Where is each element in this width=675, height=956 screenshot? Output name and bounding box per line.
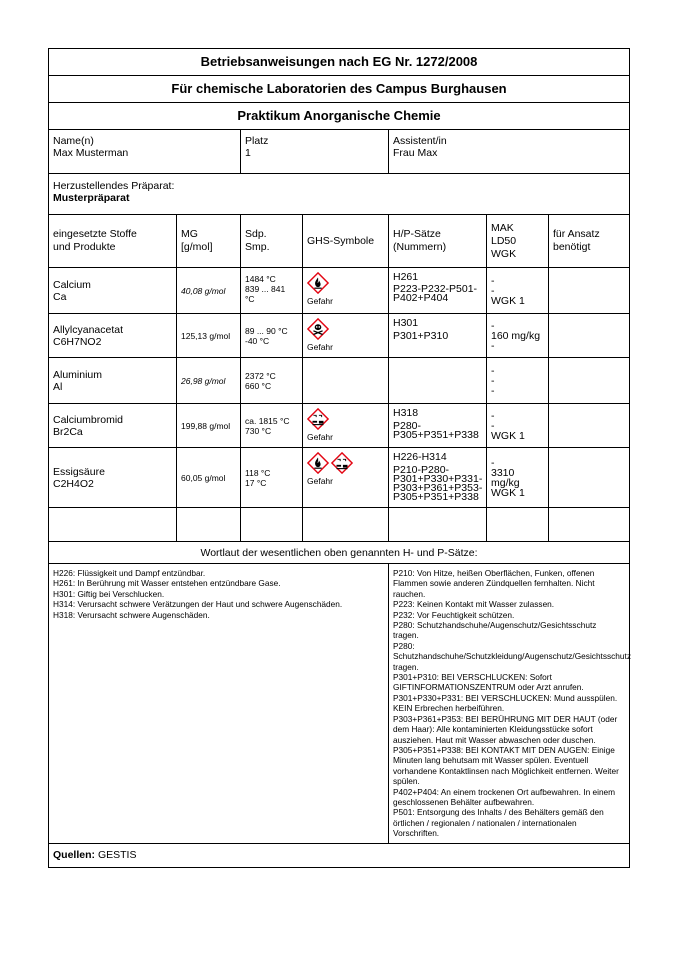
ghs02-flame-icon [307,272,329,294]
amount-needed [549,448,630,508]
molar-mass: 26,98 g/mol [177,358,241,404]
substance-name: Calciumbromid Br2Ca [49,404,177,448]
boiling-melting-point: 1484 °C 839 ... 841 °C [241,268,303,314]
col-substances: eingesetzte Stoffe und Produkte [49,215,177,268]
place-value: 1 [245,147,251,159]
ghs-symbols [303,314,389,358]
preparation-label: Herzustellendes Präparat: [53,180,175,192]
ghs05-corrosion-icon [307,408,329,430]
operating-instructions-sheet [48,48,629,868]
preparation-value: Musterpräparat [53,192,130,204]
preparation-cell [49,174,630,215]
amount-needed [549,404,630,448]
boiling-melting-point: ca. 1815 °C 730 °C [241,404,303,448]
name-label: Name(n) [53,135,94,147]
h-statement: H318: Verursacht schwere Augenschäden. [53,609,210,620]
table-row [49,448,630,508]
h-statements-list [49,564,389,844]
hp-statements [389,358,487,404]
p-statement: P223: Keinen Kontakt mit Wasser zulassen. [393,599,555,610]
substance-name: Essigsäure C2H4O2 [49,448,177,508]
sources-label: Quellen: [53,849,96,862]
boiling-melting-point: 118 °C 17 °C [241,448,303,508]
p-statement: P280: Schutzhandschuhe/Augenschutz/Gesichtsschutz tragen. [393,620,597,641]
p-statement: P301+P310: BEI VERSCHLUCKEN: Sofort GIFTINFORMATIONSZENTRUM oder Arzt anrufen. [393,672,584,693]
mak-ld50-wgk: - - - [487,358,549,404]
mak-ld50-wgk: - - WGK 1 [487,404,549,448]
table-row [49,314,630,358]
statements-heading: Wortlaut der wesentlichen oben genannten H- und P-Sätze: [49,542,630,564]
boiling-melting-point: 89 ... 90 °C -40 °C [241,314,303,358]
ghs-symbols [303,404,389,448]
course-title: Praktikum Anorganische Chemie [49,103,630,130]
table-row [49,268,630,314]
h-statement: H226: Flüssigkeit und Dampf entzündbar. [53,568,206,578]
molar-mass: 199,88 g/mol [177,404,241,448]
name-cell [49,130,241,174]
col-mg: MG [g/mol] [177,215,241,268]
mak-ld50-wgk: - 160 mg/kg - [487,314,549,358]
substance-name: Calcium Ca [49,268,177,314]
p-statement: P280: Schutzhandschuhe/Schutzkleidung/Augenschutz/Gesichtsschutz tragen. [393,640,631,672]
sources-value: GESTIS [97,849,137,862]
amount-needed [549,268,630,314]
p-statement: P301+P330+P331: BEI VERSCHLUCKEN: Mund ausspülen. KEIN Erbrechen herbeiführen. [393,692,618,714]
p-statement: P232: Vor Feuchtigkeit schützen. [393,609,515,620]
column-header-row [49,215,630,268]
col-ghs: GHS-Symbole [303,215,389,268]
ghs-signal-word: Gefahr [307,476,333,486]
amount-needed [549,358,630,404]
table-row [49,358,630,404]
p-statement: P305+P351+P338: BEI KONTAKT MIT DEN AUGEN: Einige Minuten lang behutsam mit Wasser spülen. Eventuell vorhandene Kontaktlinsen nach Möglichkeit entfernen. Weiter spülen. [393,744,619,787]
assistant-cell [389,130,630,174]
document-title: Betriebsanweisungen nach EG Nr. 1272/2008 [49,49,630,76]
ghs-symbols [303,268,389,314]
place-cell [241,130,389,174]
col-mak-ld50-wgk: MAK LD50 WGK [487,215,549,268]
amount-needed [549,314,630,358]
ghs-signal-word: Gefahr [307,342,333,352]
p-statement: P402+P404: An einem trockenen Ort aufbewahren. In einem geschlossenen Behälter aufbewahren. [393,786,616,807]
document-subtitle: Für chemische Laboratorien des Campus Burghausen [49,76,630,103]
place-label: Platz [245,135,269,147]
col-sdp-smp: Sdp. Smp. [241,215,303,268]
p-statement: P210: Von Hitze, heißen Oberflächen, Funken, offenen Flammen sowie anderen Zündquellen fernhalten. Nicht rauchen. [393,568,595,599]
table-row [49,404,630,448]
empty-row [49,508,630,542]
substance-name: Allylcyanacetat C6H7NO2 [49,314,177,358]
p-statements-list [389,564,630,844]
sources-cell [49,843,630,867]
ghs06-skull-icon [307,318,329,340]
h-statement: H314: Verursacht schwere Verätzungen der Haut und schwere Augenschäden. [53,599,343,610]
hp-statements: H318 P280-P305+P351+P338 [389,404,487,448]
ghs-symbols [303,448,389,508]
hp-statements: H226-H314 P210-P280- P301+P330+P331- P303+P361+P353- P305+P351+P338 [389,448,487,508]
mak-ld50-wgk: - - WGK 1 [487,268,549,314]
boiling-melting-point: 2372 °C 660 °C [241,358,303,404]
ghs-signal-word: Gefahr [307,432,333,442]
ghs05-corrosion-icon [331,452,353,474]
assistant-value: Frau Max [393,147,438,159]
ghs-signal-word: Gefahr [307,296,333,306]
h-statement: H301: Giftig bei Verschlucken. [53,588,165,599]
molar-mass: 60,05 g/mol [177,448,241,508]
substance-name: Aluminium Al [49,358,177,404]
ghs-symbols [303,358,389,404]
instructions-table [48,48,630,868]
hp-statements: H261 P223-P232-P501- P402+P404 [389,268,487,314]
name-value: Max Musterman [53,147,129,159]
p-statement: P303+P361+P353: BEI BERÜHRUNG MIT DER HAUT (oder dem Haar): Alle kontaminierten Kleidungsstücke sofort ausziehen. Haut mit Wasser abwaschen oder duschen. [393,713,618,745]
h-statement: H261: In Berührung mit Wasser entstehen entzündbare Gase. [53,578,281,589]
molar-mass: 125,13 g/mol [177,314,241,358]
col-hp: H/P-Sätze (Nummern) [389,215,487,268]
p-statement: P501: Entsorgung des Inhalts / des Behälters gemäß den örtlichen / regionalen / nationalen / internationalen Vorschriften. [393,807,604,839]
mak-ld50-wgk: - 3310 mg/kg WGK 1 [487,448,549,508]
ghs02-flame-icon [307,452,329,474]
molar-mass: 40,08 g/mol [177,268,241,314]
col-needed: für Ansatz benötigt [549,215,630,268]
assistant-label: Assistent/in [393,135,447,147]
hp-statements: H301 P301+P310 [389,314,487,358]
